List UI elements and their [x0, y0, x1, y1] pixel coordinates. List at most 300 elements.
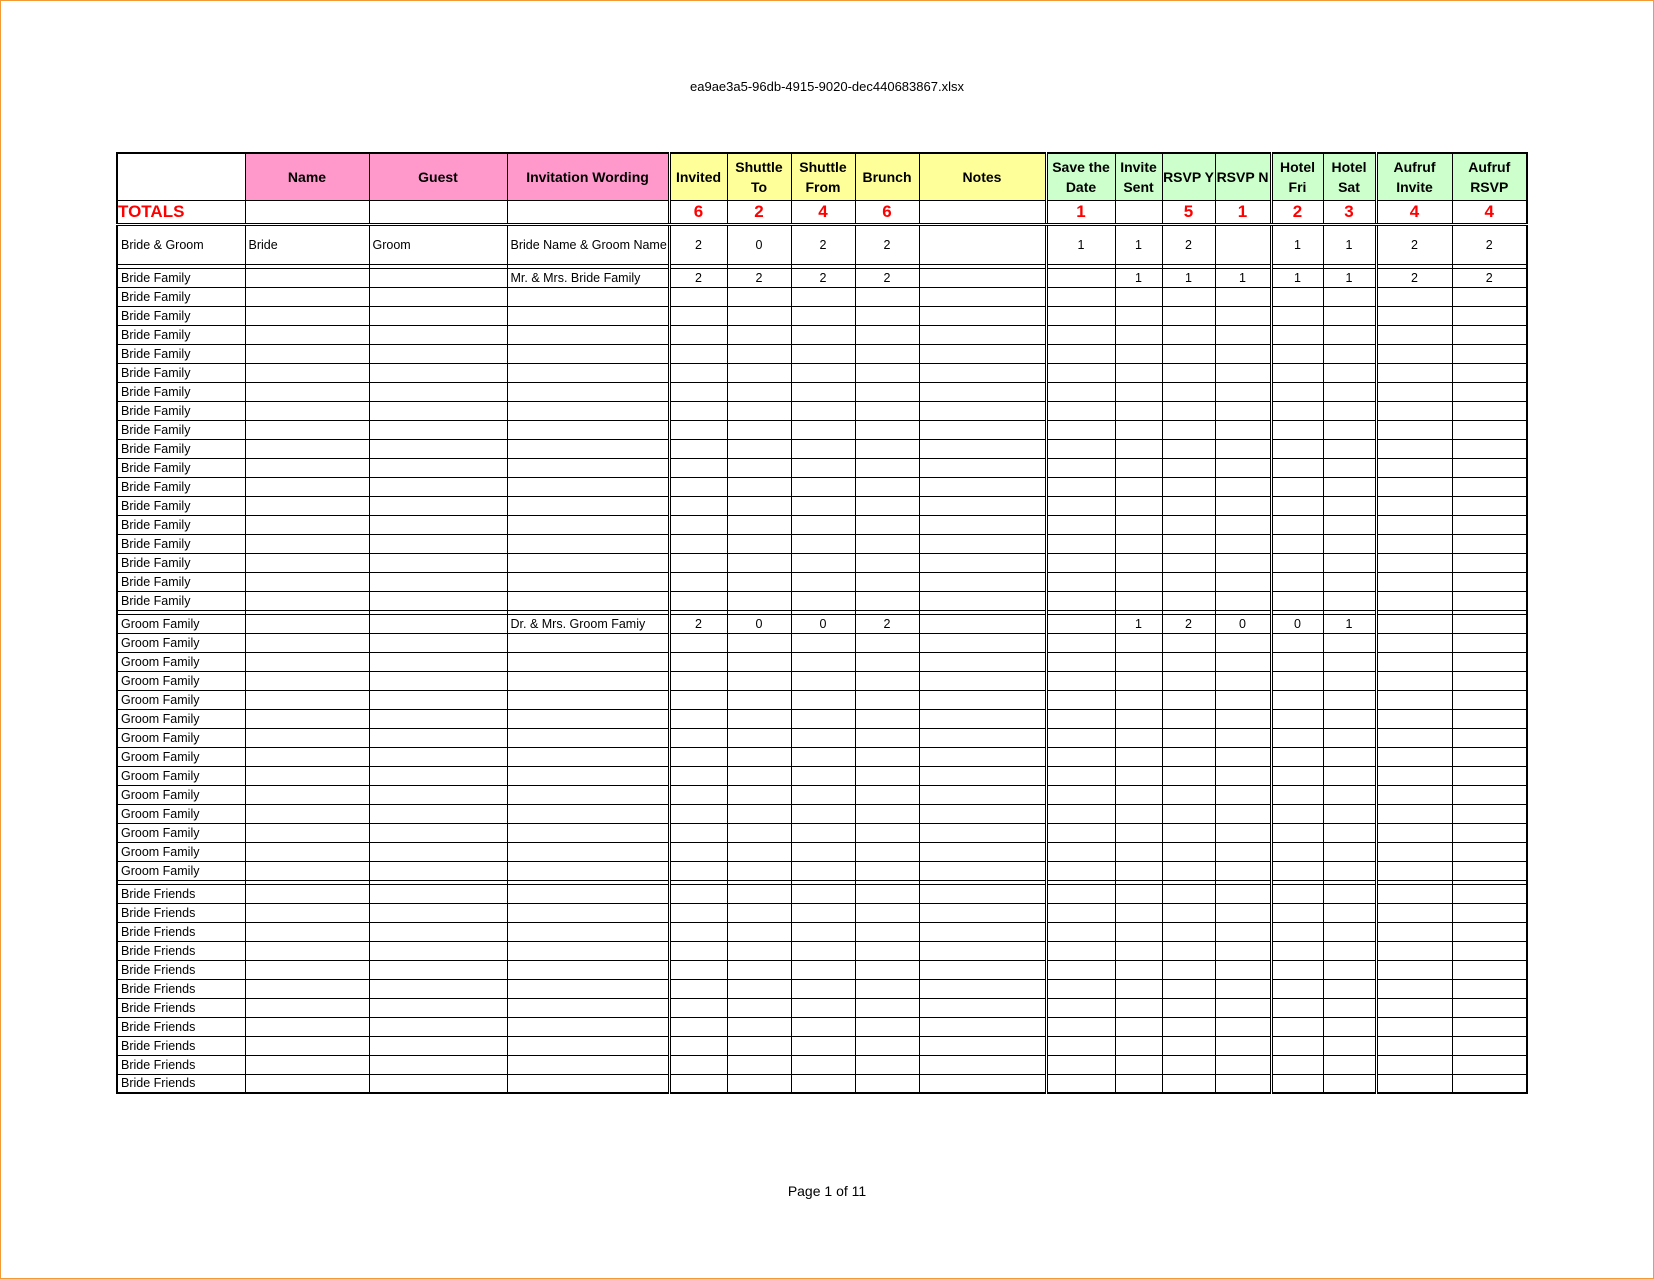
cell-shuttle-to[interactable] — [727, 941, 791, 960]
cell-name[interactable] — [245, 941, 369, 960]
cell-aufruf-invite[interactable] — [1376, 766, 1452, 785]
cell-invited[interactable]: 2 — [669, 224, 727, 264]
cell-save-date[interactable] — [1046, 306, 1115, 325]
cell-shuttle-from[interactable] — [791, 287, 855, 306]
cell-rsvp-n[interactable] — [1215, 861, 1271, 880]
cell-rsvp-n[interactable] — [1215, 728, 1271, 747]
cell-guest[interactable]: Groom — [369, 224, 507, 264]
cell-invited[interactable] — [669, 998, 727, 1017]
cell-hotel-fri[interactable] — [1271, 998, 1323, 1017]
cell-invite-sent[interactable] — [1115, 306, 1162, 325]
cell-wording[interactable] — [507, 1074, 669, 1093]
cell-guest[interactable] — [369, 998, 507, 1017]
cell-aufruf-rsvp[interactable] — [1452, 496, 1527, 515]
cell-hotel-sat[interactable] — [1323, 1017, 1376, 1036]
cell-guest[interactable] — [369, 785, 507, 804]
cell-rsvp-n[interactable] — [1215, 363, 1271, 382]
cell-shuttle-to[interactable] — [727, 922, 791, 941]
cell-wording[interactable] — [507, 941, 669, 960]
cell-guest[interactable] — [369, 287, 507, 306]
cell-notes[interactable] — [919, 439, 1046, 458]
cell-save-date[interactable] — [1046, 633, 1115, 652]
cell-shuttle-from[interactable] — [791, 728, 855, 747]
cell-aufruf-rsvp[interactable] — [1452, 344, 1527, 363]
cell-wording[interactable] — [507, 709, 669, 728]
cell-aufruf-invite[interactable] — [1376, 287, 1452, 306]
cell-invited[interactable] — [669, 1055, 727, 1074]
cell-invite-sent[interactable] — [1115, 1017, 1162, 1036]
cell-rsvp-n[interactable] — [1215, 960, 1271, 979]
cell-name[interactable] — [245, 287, 369, 306]
cell-rsvp-n[interactable] — [1215, 344, 1271, 363]
cell-invited[interactable] — [669, 344, 727, 363]
cell-save-date[interactable] — [1046, 766, 1115, 785]
cell-hotel-sat[interactable] — [1323, 401, 1376, 420]
cell-invite-sent[interactable] — [1115, 998, 1162, 1017]
cell-brunch[interactable] — [855, 922, 919, 941]
cell-hotel-fri[interactable] — [1271, 515, 1323, 534]
cell-save-date[interactable] — [1046, 614, 1115, 633]
cell-shuttle-from[interactable] — [791, 344, 855, 363]
cell-shuttle-to[interactable] — [727, 591, 791, 610]
cell-notes[interactable] — [919, 553, 1046, 572]
cell-invite-sent[interactable] — [1115, 553, 1162, 572]
cell-rsvp-y[interactable] — [1162, 325, 1215, 344]
row-category[interactable]: Groom Family — [117, 823, 245, 842]
cell-name[interactable] — [245, 306, 369, 325]
cell-rsvp-y[interactable] — [1162, 344, 1215, 363]
cell-shuttle-from[interactable] — [791, 690, 855, 709]
cell-hotel-fri[interactable] — [1271, 325, 1323, 344]
cell-hotel-fri[interactable] — [1271, 363, 1323, 382]
cell-name[interactable] — [245, 709, 369, 728]
cell-hotel-sat[interactable] — [1323, 496, 1376, 515]
cell-brunch[interactable] — [855, 458, 919, 477]
cell-shuttle-to[interactable] — [727, 420, 791, 439]
cell-rsvp-n[interactable] — [1215, 709, 1271, 728]
cell-hotel-sat[interactable] — [1323, 903, 1376, 922]
cell-shuttle-from[interactable] — [791, 903, 855, 922]
cell-hotel-fri[interactable] — [1271, 572, 1323, 591]
cell-name[interactable] — [245, 1055, 369, 1074]
cell-rsvp-n[interactable] — [1215, 1017, 1271, 1036]
cell-name[interactable] — [245, 401, 369, 420]
cell-hotel-sat[interactable] — [1323, 747, 1376, 766]
row-category[interactable]: Bride Family — [117, 591, 245, 610]
cell-rsvp-n[interactable] — [1215, 382, 1271, 401]
cell-aufruf-rsvp[interactable] — [1452, 1036, 1527, 1055]
cell-guest[interactable] — [369, 439, 507, 458]
cell-brunch[interactable] — [855, 652, 919, 671]
cell-aufruf-invite[interactable] — [1376, 633, 1452, 652]
cell-rsvp-y[interactable] — [1162, 1055, 1215, 1074]
cell-invited[interactable] — [669, 591, 727, 610]
cell-save-date[interactable] — [1046, 861, 1115, 880]
cell-brunch[interactable]: 2 — [855, 224, 919, 264]
cell-shuttle-to[interactable] — [727, 363, 791, 382]
cell-aufruf-invite[interactable] — [1376, 420, 1452, 439]
cell-aufruf-invite[interactable] — [1376, 861, 1452, 880]
row-category[interactable]: Bride Friends — [117, 1017, 245, 1036]
cell-aufruf-invite[interactable] — [1376, 1036, 1452, 1055]
cell-guest[interactable] — [369, 268, 507, 287]
cell-aufruf-invite[interactable] — [1376, 572, 1452, 591]
cell-aufruf-invite[interactable] — [1376, 1055, 1452, 1074]
cell-wording[interactable] — [507, 401, 669, 420]
cell-shuttle-from[interactable] — [791, 1055, 855, 1074]
cell-invite-sent[interactable] — [1115, 477, 1162, 496]
cell-notes[interactable] — [919, 823, 1046, 842]
cell-invite-sent[interactable] — [1115, 344, 1162, 363]
cell-invite-sent[interactable] — [1115, 690, 1162, 709]
cell-brunch[interactable] — [855, 960, 919, 979]
cell-brunch[interactable] — [855, 1017, 919, 1036]
cell-rsvp-n[interactable] — [1215, 477, 1271, 496]
cell-name[interactable] — [245, 960, 369, 979]
cell-brunch[interactable] — [855, 1036, 919, 1055]
cell-aufruf-rsvp[interactable] — [1452, 534, 1527, 553]
cell-shuttle-from[interactable]: 2 — [791, 224, 855, 264]
cell-hotel-sat[interactable] — [1323, 922, 1376, 941]
cell-wording[interactable] — [507, 439, 669, 458]
row-category[interactable]: Bride Friends — [117, 941, 245, 960]
cell-rsvp-y[interactable] — [1162, 766, 1215, 785]
cell-shuttle-to[interactable] — [727, 652, 791, 671]
cell-shuttle-from[interactable] — [791, 458, 855, 477]
cell-hotel-fri[interactable] — [1271, 804, 1323, 823]
cell-aufruf-invite[interactable] — [1376, 728, 1452, 747]
cell-rsvp-y[interactable] — [1162, 1017, 1215, 1036]
cell-name[interactable] — [245, 268, 369, 287]
cell-hotel-fri[interactable] — [1271, 979, 1323, 998]
cell-notes[interactable] — [919, 591, 1046, 610]
cell-shuttle-to[interactable] — [727, 671, 791, 690]
cell-save-date[interactable] — [1046, 960, 1115, 979]
cell-hotel-fri[interactable] — [1271, 747, 1323, 766]
cell-rsvp-y[interactable] — [1162, 1036, 1215, 1055]
cell-name[interactable] — [245, 325, 369, 344]
cell-shuttle-from[interactable] — [791, 401, 855, 420]
cell-hotel-fri[interactable] — [1271, 941, 1323, 960]
row-category[interactable]: Bride Family — [117, 477, 245, 496]
cell-hotel-fri[interactable]: 0 — [1271, 614, 1323, 633]
cell-hotel-fri[interactable] — [1271, 922, 1323, 941]
cell-notes[interactable] — [919, 401, 1046, 420]
cell-aufruf-invite[interactable] — [1376, 344, 1452, 363]
cell-guest[interactable] — [369, 960, 507, 979]
cell-hotel-sat[interactable] — [1323, 941, 1376, 960]
cell-hotel-sat[interactable] — [1323, 633, 1376, 652]
cell-brunch[interactable] — [855, 998, 919, 1017]
row-category[interactable]: Bride Friends — [117, 903, 245, 922]
cell-aufruf-rsvp[interactable] — [1452, 861, 1527, 880]
cell-notes[interactable] — [919, 804, 1046, 823]
cell-invite-sent[interactable] — [1115, 572, 1162, 591]
cell-invited[interactable] — [669, 420, 727, 439]
cell-rsvp-y[interactable] — [1162, 941, 1215, 960]
cell-save-date[interactable] — [1046, 382, 1115, 401]
cell-shuttle-from[interactable] — [791, 979, 855, 998]
cell-save-date[interactable]: 1 — [1046, 224, 1115, 264]
cell-notes[interactable] — [919, 652, 1046, 671]
cell-shuttle-to[interactable]: 0 — [727, 224, 791, 264]
cell-wording[interactable]: Dr. & Mrs. Groom Famiy — [507, 614, 669, 633]
cell-save-date[interactable] — [1046, 534, 1115, 553]
cell-brunch[interactable] — [855, 690, 919, 709]
cell-hotel-fri[interactable] — [1271, 344, 1323, 363]
cell-aufruf-invite[interactable] — [1376, 477, 1452, 496]
cell-shuttle-to[interactable] — [727, 998, 791, 1017]
cell-save-date[interactable] — [1046, 652, 1115, 671]
cell-brunch[interactable] — [855, 671, 919, 690]
cell-wording[interactable] — [507, 671, 669, 690]
cell-rsvp-y[interactable] — [1162, 553, 1215, 572]
cell-aufruf-invite[interactable] — [1376, 496, 1452, 515]
cell-notes[interactable] — [919, 861, 1046, 880]
cell-aufruf-rsvp[interactable] — [1452, 709, 1527, 728]
cell-save-date[interactable] — [1046, 1036, 1115, 1055]
cell-save-date[interactable] — [1046, 458, 1115, 477]
cell-aufruf-rsvp[interactable] — [1452, 591, 1527, 610]
cell-aufruf-rsvp[interactable] — [1452, 325, 1527, 344]
cell-aufruf-rsvp[interactable] — [1452, 572, 1527, 591]
cell-shuttle-from[interactable] — [791, 747, 855, 766]
cell-aufruf-invite[interactable] — [1376, 591, 1452, 610]
cell-shuttle-from[interactable] — [791, 553, 855, 572]
cell-shuttle-to[interactable] — [727, 709, 791, 728]
cell-name[interactable] — [245, 884, 369, 903]
cell-rsvp-n[interactable] — [1215, 652, 1271, 671]
row-category[interactable]: Groom Family — [117, 690, 245, 709]
cell-hotel-fri[interactable] — [1271, 823, 1323, 842]
cell-invited[interactable] — [669, 671, 727, 690]
cell-brunch[interactable] — [855, 1074, 919, 1093]
cell-invite-sent[interactable] — [1115, 325, 1162, 344]
cell-rsvp-n[interactable] — [1215, 671, 1271, 690]
cell-rsvp-y[interactable] — [1162, 823, 1215, 842]
cell-rsvp-y[interactable] — [1162, 572, 1215, 591]
cell-notes[interactable] — [919, 496, 1046, 515]
cell-wording[interactable] — [507, 1055, 669, 1074]
cell-rsvp-y[interactable]: 2 — [1162, 614, 1215, 633]
cell-shuttle-to[interactable] — [727, 1074, 791, 1093]
cell-guest[interactable] — [369, 477, 507, 496]
cell-aufruf-invite[interactable] — [1376, 979, 1452, 998]
row-category[interactable]: Bride Friends — [117, 998, 245, 1017]
cell-notes[interactable] — [919, 477, 1046, 496]
cell-notes[interactable] — [919, 728, 1046, 747]
cell-guest[interactable] — [369, 401, 507, 420]
cell-shuttle-from[interactable] — [791, 572, 855, 591]
cell-wording[interactable] — [507, 496, 669, 515]
cell-invite-sent[interactable] — [1115, 671, 1162, 690]
cell-shuttle-from[interactable] — [791, 1074, 855, 1093]
cell-rsvp-y[interactable] — [1162, 785, 1215, 804]
cell-rsvp-y[interactable] — [1162, 747, 1215, 766]
cell-aufruf-invite[interactable] — [1376, 903, 1452, 922]
cell-shuttle-to[interactable] — [727, 785, 791, 804]
cell-invited[interactable] — [669, 652, 727, 671]
cell-guest[interactable] — [369, 591, 507, 610]
cell-wording[interactable] — [507, 553, 669, 572]
cell-rsvp-n[interactable] — [1215, 515, 1271, 534]
cell-brunch[interactable] — [855, 728, 919, 747]
cell-wording[interactable] — [507, 728, 669, 747]
cell-rsvp-y[interactable] — [1162, 998, 1215, 1017]
row-category[interactable]: Groom Family — [117, 633, 245, 652]
cell-rsvp-n[interactable] — [1215, 496, 1271, 515]
cell-brunch[interactable] — [855, 420, 919, 439]
cell-aufruf-invite[interactable]: 2 — [1376, 268, 1452, 287]
cell-invite-sent[interactable] — [1115, 941, 1162, 960]
cell-rsvp-y[interactable] — [1162, 709, 1215, 728]
cell-invited[interactable] — [669, 534, 727, 553]
cell-shuttle-from[interactable] — [791, 709, 855, 728]
cell-guest[interactable] — [369, 823, 507, 842]
cell-rsvp-n[interactable]: 0 — [1215, 614, 1271, 633]
cell-invited[interactable] — [669, 842, 727, 861]
cell-hotel-fri[interactable] — [1271, 458, 1323, 477]
cell-aufruf-invite[interactable]: 2 — [1376, 224, 1452, 264]
cell-brunch[interactable] — [855, 842, 919, 861]
cell-aufruf-rsvp[interactable] — [1452, 363, 1527, 382]
cell-hotel-sat[interactable] — [1323, 477, 1376, 496]
cell-rsvp-y[interactable] — [1162, 420, 1215, 439]
cell-rsvp-n[interactable] — [1215, 401, 1271, 420]
cell-wording[interactable] — [507, 785, 669, 804]
row-category[interactable]: Bride Friends — [117, 979, 245, 998]
cell-aufruf-rsvp[interactable] — [1452, 1055, 1527, 1074]
cell-wording[interactable] — [507, 842, 669, 861]
cell-brunch[interactable] — [855, 553, 919, 572]
cell-hotel-fri[interactable] — [1271, 1036, 1323, 1055]
cell-brunch[interactable] — [855, 766, 919, 785]
cell-name[interactable] — [245, 439, 369, 458]
cell-aufruf-rsvp[interactable] — [1452, 652, 1527, 671]
cell-rsvp-n[interactable] — [1215, 325, 1271, 344]
cell-guest[interactable] — [369, 766, 507, 785]
cell-hotel-sat[interactable] — [1323, 766, 1376, 785]
cell-rsvp-y[interactable]: 1 — [1162, 268, 1215, 287]
cell-rsvp-n[interactable] — [1215, 458, 1271, 477]
cell-shuttle-from[interactable] — [791, 325, 855, 344]
cell-rsvp-n[interactable] — [1215, 842, 1271, 861]
cell-shuttle-from[interactable] — [791, 671, 855, 690]
cell-notes[interactable] — [919, 960, 1046, 979]
row-category[interactable]: Groom Family — [117, 804, 245, 823]
cell-rsvp-y[interactable] — [1162, 287, 1215, 306]
cell-brunch[interactable] — [855, 785, 919, 804]
cell-invited[interactable] — [669, 382, 727, 401]
cell-hotel-sat[interactable] — [1323, 439, 1376, 458]
cell-aufruf-invite[interactable] — [1376, 553, 1452, 572]
cell-invited[interactable] — [669, 553, 727, 572]
cell-hotel-sat[interactable] — [1323, 1074, 1376, 1093]
cell-notes[interactable] — [919, 614, 1046, 633]
cell-notes[interactable] — [919, 306, 1046, 325]
cell-hotel-fri[interactable] — [1271, 401, 1323, 420]
cell-rsvp-y[interactable] — [1162, 979, 1215, 998]
cell-notes[interactable] — [919, 515, 1046, 534]
cell-guest[interactable] — [369, 804, 507, 823]
cell-rsvp-y[interactable] — [1162, 515, 1215, 534]
cell-save-date[interactable] — [1046, 344, 1115, 363]
cell-hotel-fri[interactable] — [1271, 1017, 1323, 1036]
cell-brunch[interactable] — [855, 861, 919, 880]
cell-hotel-fri[interactable]: 1 — [1271, 224, 1323, 264]
cell-name[interactable] — [245, 1074, 369, 1093]
cell-shuttle-to[interactable] — [727, 1036, 791, 1055]
cell-save-date[interactable] — [1046, 287, 1115, 306]
cell-aufruf-invite[interactable] — [1376, 1017, 1452, 1036]
cell-guest[interactable] — [369, 633, 507, 652]
cell-invited[interactable] — [669, 922, 727, 941]
cell-wording[interactable]: Mr. & Mrs. Bride Family — [507, 268, 669, 287]
cell-notes[interactable] — [919, 998, 1046, 1017]
cell-hotel-sat[interactable] — [1323, 979, 1376, 998]
cell-invite-sent[interactable] — [1115, 960, 1162, 979]
cell-name[interactable] — [245, 591, 369, 610]
cell-shuttle-from[interactable] — [791, 766, 855, 785]
cell-name[interactable] — [245, 420, 369, 439]
cell-aufruf-rsvp[interactable] — [1452, 979, 1527, 998]
cell-aufruf-rsvp[interactable] — [1452, 287, 1527, 306]
cell-invited[interactable] — [669, 572, 727, 591]
cell-rsvp-y[interactable] — [1162, 922, 1215, 941]
cell-aufruf-rsvp[interactable] — [1452, 823, 1527, 842]
cell-brunch[interactable] — [855, 325, 919, 344]
cell-name[interactable] — [245, 728, 369, 747]
cell-save-date[interactable] — [1046, 941, 1115, 960]
cell-shuttle-to[interactable] — [727, 903, 791, 922]
cell-aufruf-invite[interactable] — [1376, 306, 1452, 325]
cell-notes[interactable] — [919, 979, 1046, 998]
cell-hotel-sat[interactable]: 1 — [1323, 224, 1376, 264]
cell-hotel-fri[interactable] — [1271, 420, 1323, 439]
cell-rsvp-n[interactable] — [1215, 534, 1271, 553]
cell-hotel-sat[interactable] — [1323, 515, 1376, 534]
cell-hotel-fri[interactable]: 1 — [1271, 268, 1323, 287]
cell-shuttle-to[interactable] — [727, 344, 791, 363]
cell-name[interactable] — [245, 1036, 369, 1055]
cell-hotel-fri[interactable] — [1271, 861, 1323, 880]
cell-invite-sent[interactable] — [1115, 458, 1162, 477]
cell-wording[interactable] — [507, 804, 669, 823]
row-category[interactable]: Bride Family — [117, 363, 245, 382]
cell-rsvp-n[interactable] — [1215, 591, 1271, 610]
cell-shuttle-from[interactable]: 2 — [791, 268, 855, 287]
cell-wording[interactable]: Bride Name & Groom Name — [507, 224, 669, 264]
cell-aufruf-rsvp[interactable] — [1452, 747, 1527, 766]
cell-guest[interactable] — [369, 306, 507, 325]
cell-brunch[interactable] — [855, 747, 919, 766]
cell-aufruf-invite[interactable] — [1376, 363, 1452, 382]
cell-rsvp-y[interactable] — [1162, 1074, 1215, 1093]
cell-name[interactable] — [245, 515, 369, 534]
cell-guest[interactable] — [369, 709, 507, 728]
cell-aufruf-invite[interactable] — [1376, 709, 1452, 728]
cell-notes[interactable] — [919, 344, 1046, 363]
cell-aufruf-invite[interactable] — [1376, 401, 1452, 420]
cell-name[interactable] — [245, 842, 369, 861]
cell-aufruf-rsvp[interactable] — [1452, 728, 1527, 747]
cell-notes[interactable] — [919, 671, 1046, 690]
cell-brunch[interactable] — [855, 979, 919, 998]
cell-rsvp-y[interactable] — [1162, 496, 1215, 515]
cell-wording[interactable] — [507, 515, 669, 534]
cell-name[interactable] — [245, 979, 369, 998]
cell-hotel-fri[interactable] — [1271, 728, 1323, 747]
